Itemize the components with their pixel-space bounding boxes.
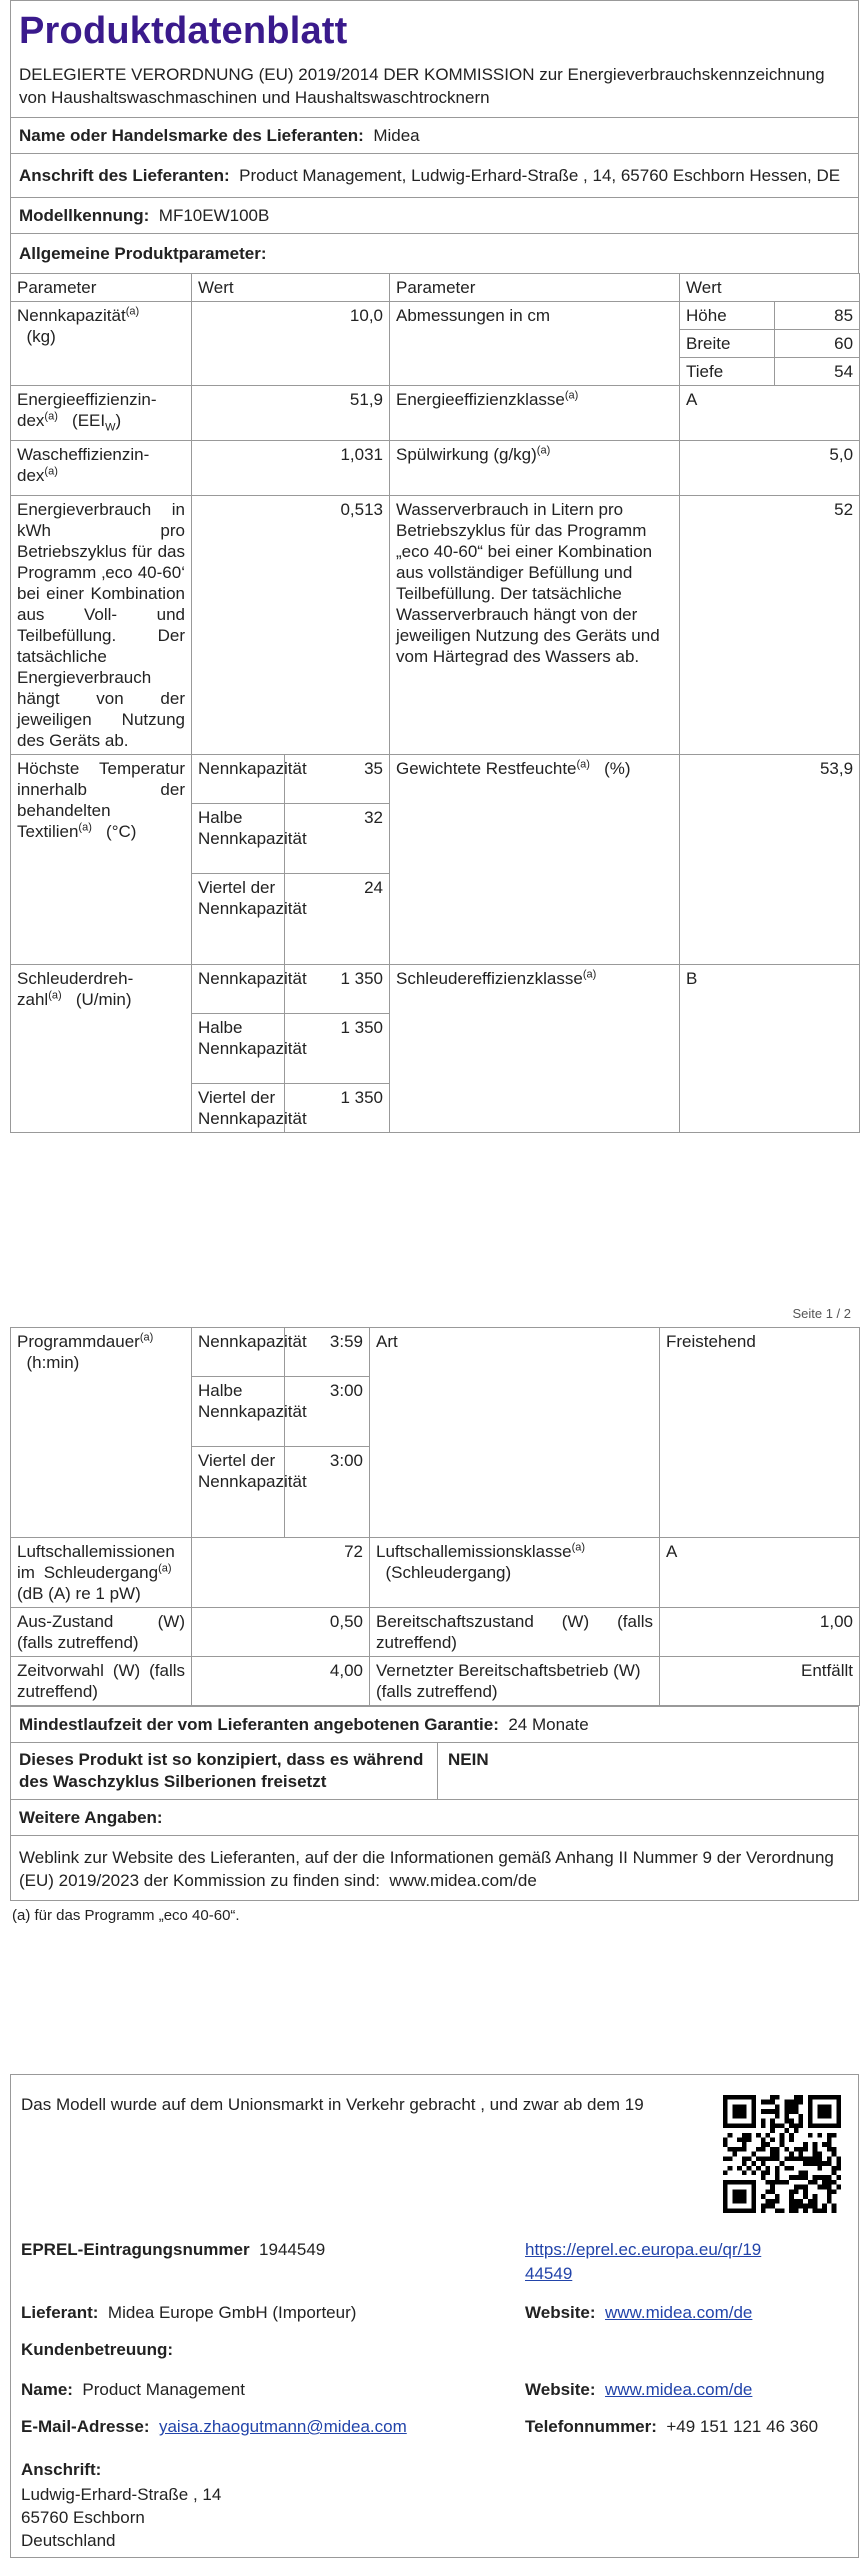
table-row: Nennkapazität$^{(a)}$ (kg) 10,0 Abmessungen in cm Höhe 85 — [11, 302, 860, 330]
email-link[interactable]: yaisa.zhaogutmann@midea.com — [158, 2417, 407, 2436]
table-row: Energieverbrauch in kWh pro Betriebszyklus für das Programm ‚eco 40-60‘ bei einer Kombination aus Voll- und Teilbefüllung. Der tatsächliche Energieverbrauch hängt von der jeweiligen Nutzung des Geräts ab. 0,513 Wasserverbrauch in Litern pro Betriebszyklus für das Programm „eco 40-60“ bei einer Kombination aus vollständiger Befüllung und Teilbefüllung. Der tatsächliche Wasserverbrauch hängt von der jeweiligen Nutzung des Geräts und vom Härtegrad des Wassers ab. 52 — [11, 496, 860, 755]
eprel-link[interactable]: https://eprel.ec.europa.eu/qr/19 44549 — [525, 2240, 762, 2283]
general-params-row: Allgemeine Produktparameter: — [10, 233, 859, 273]
table-row: Energieeffizienzin- dex$^{(a)}$ $(EEI_W)$ 51,9 Energieeffizienzklasse$^{(a)}$ A — [11, 386, 860, 441]
supplier-row: Lieferant: Midea Europe GmbH (Importeur) — [21, 2303, 357, 2322]
website2-link[interactable]: www.midea.com/de — [605, 2380, 753, 2399]
qr-code-icon — [723, 2095, 841, 2213]
model-row: Modellkennung: MF10EW100B — [10, 197, 859, 233]
address-lines: Ludwig-Erhard-Straße , 14 65760 Eschborn Deutschland — [21, 2485, 222, 2550]
silver-ion-row: Dieses Produkt ist so konzipiert, dass es während des Waschzyklus Silberionen freisetzt NEIN — [10, 1742, 859, 1799]
phone-row: Telefonnummer: +49 151 121 46 360 — [525, 2417, 819, 2436]
table-row: Schleuderdreh- zahl$^{(a)}$ (U/min) Nennkapazität 1 350 Schleudereffizienzklasse$^{(a)}$ B — [11, 965, 860, 1014]
table-row: Programmdauer$^{(a)}$ (h:min) Nennkapazität 3:59 Art Freistehend — [11, 1328, 860, 1377]
table-row: Viertel der Nennkapazität 24 — [11, 874, 860, 965]
page-title: Produktdatenblatt — [19, 10, 348, 52]
table-row: Viertel der Nennkapazität 3:00 — [11, 1447, 860, 1538]
table-row: Breite 60 — [11, 330, 860, 358]
table-row: Halbe Nennkapazität 1 350 — [11, 1014, 860, 1084]
website-link[interactable]: www.midea.com/de — [605, 2303, 753, 2322]
address-label: Anschrift: — [21, 2460, 102, 2479]
website2-row: Website: www.midea.com/de — [525, 2380, 753, 2399]
datasheet-page-1 — [10, 0, 859, 1133]
table-row: Halbe Nennkapazität 3:00 — [11, 1377, 860, 1447]
supplier-website: www.midea.com/de — [389, 1871, 537, 1890]
table-row: Höchste Temperatur innerhalb der behandelten Textilien$^{(a)}$ (°C) Nennkapazität 35 Gewichtete Restfeuchte$^{(a)}$ (%) 53,9 — [11, 755, 860, 804]
page-number: Seite 1 / 2 — [792, 1306, 851, 1321]
table-row: Viertel der Nennkapazität 1 350 — [11, 1084, 860, 1133]
website-row: Website: www.midea.com/de — [525, 2303, 753, 2322]
header — [10, 0, 859, 117]
further-info-label-row: Weitere Angaben: — [10, 1799, 859, 1835]
contact-name-row: Name: Product Management — [21, 2380, 245, 2399]
email-row: E-Mail-Adresse: yaisa.zhaogutmann@midea.com — [21, 2417, 407, 2436]
table-row: Aus-Zustand (W) (falls zutreffend) 0,50 Bereitschaftszustand (W) (falls zutreffend) 1,00 — [11, 1608, 860, 1657]
table-row: Zeitvorwahl (W) (falls zutreffend) 4,00 Vernetzter Bereitschaftsbetrieb (W) (falls zutreffend) Entfällt — [11, 1657, 860, 1706]
market-date-text: Das Modell wurde auf dem Unionsmarkt in Verkehr gebracht , und zwar ab dem 19 — [21, 2095, 644, 2114]
regulation-text: DELEGIERTE VERORDNUNG (EU) 2019/2014 DER KOMMISSION zur Energieverbrauchskennzeichnung von Haushaltswaschmaschinen und Haushaltswaschtrocknern — [19, 65, 825, 107]
supplier-address-row: Anschrift des Lieferanten: Product Management, Ludwig-Erhard-Straße , 14, 65760 Eschborn Hessen, DE — [10, 153, 859, 197]
market-contact-box — [10, 2074, 859, 2558]
table-row: Tiefe 54 — [11, 358, 860, 386]
table-row: Luftschallemissionen im Schleudergang$^{(a)}$ (dB (A) re 1 pW) 72 Luftschallemissionsklasse$^{(a)}$ (Schleudergang) A — [11, 1538, 860, 1608]
customer-service-label: Kundenbetreuung: — [21, 2340, 174, 2359]
further-info-row: Weblink zur Website des Lieferanten, auf der die Informationen gemäß Anhang II Nummer 9 der Verordnung (EU) 2019/2023 der Kommission zu finden sind: www.midea.com/de — [10, 1835, 859, 1901]
eprel-row: EPREL-Eintragungsnummer 1944549 — [21, 2240, 326, 2259]
table-row: Halbe Nennkapazität 32 — [11, 804, 860, 874]
supplier-name-row: Name oder Handelsmarke des Lieferanten: Midea — [10, 117, 859, 153]
datasheet-page-2 — [10, 1327, 859, 1930]
table-header-row: Parameter Wert Parameter Wert — [11, 274, 860, 302]
table-row: Wascheffizienzin- dex$^{(a)}$ 1,031 Spülwirkung $(g/kg)^{(a)}$ 5,0 — [11, 441, 860, 496]
warranty-row: Mindestlaufzeit der vom Lieferanten angebotenen Garantie: 24 Monate — [10, 1706, 859, 1742]
parameter-table — [10, 273, 860, 1133]
footnote: (a) für das Programm „eco 40-60“. — [12, 1907, 240, 1924]
parameter-table-continued — [10, 1327, 860, 1706]
